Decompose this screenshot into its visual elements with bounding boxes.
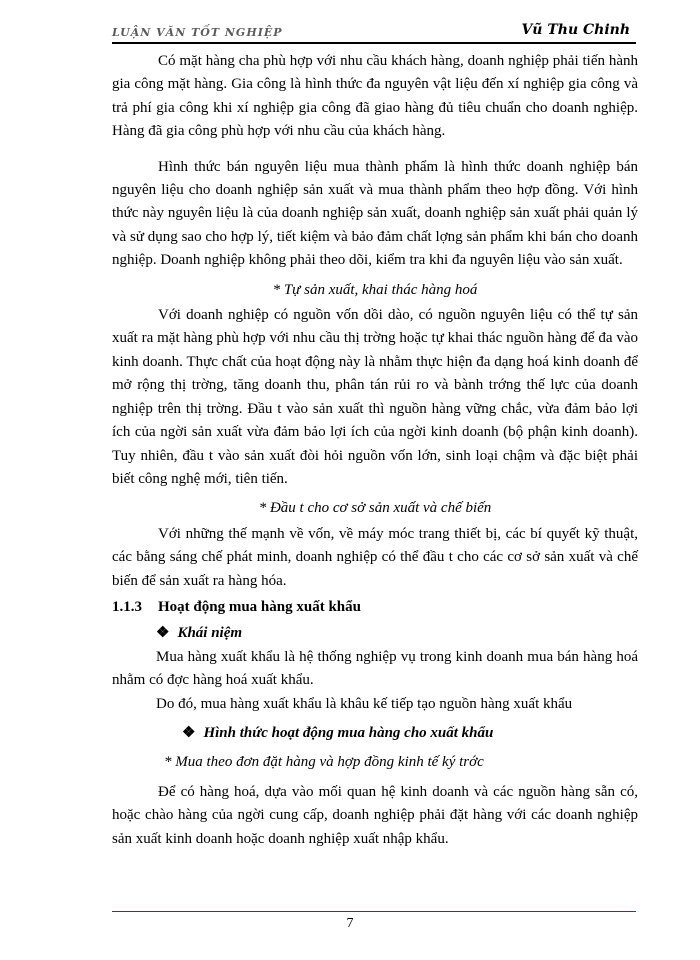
bullet-concept — [156, 622, 638, 645]
paragraph-definition: Mua hàng xuất khẩu là hệ thống nghiệp vụ trong kinh doanh mua bán hàng hoá nhằm có đợc hàng hoá xuất khẩu. — [112, 648, 638, 689]
section-heading — [112, 596, 638, 619]
paragraph-invest-production: Với những thế mạnh về vốn, về máy móc trang thiết bị, các bí quyết kỹ thuật, các bằng sáng chế phát minh, doanh nghiệp có thể đầu t cho các cơ sở sản xuất và chế biến để sản xuất ra hàng hóa. — [112, 525, 638, 589]
paragraph-self-production: Với doanh nghiệp có nguồn vốn dồi dào, có nguồn nguyên liệu có thể tự sản xuất ra mặt hàng phù hợp với nhu cầu thị trờng hoặc tự khai thác nguồn hàng để đa vào kinh doanh. Thực chất của hoạt động này là nhằm thực hiện đa dạng hoá kinh doanh để mở rộng thị trờng, tăng doanh thu, phân tán rủi ro và bành trớng thế lực của doanh nghiệp trên thị trờng. Đầu t vào sản xuất thì nguồn hàng vững chắc, vừa đảm bảo lợi ích của ngời sản xuất vừa đảm bảo lợi ích của ngời kinh doanh (bộ phận kinh doanh). Tuy nhiên, đầu t vào sản xuất đòi hỏi nguồn vốn lớn, sinh loại chậm và đặc biệt phải biết công nghệ mới, tiên tiến. — [112, 307, 638, 487]
header-thesis-title: LUẬN VĂN TỐT NGHIỆP — [112, 26, 283, 39]
page-body — [112, 50, 638, 851]
header-rule — [112, 42, 636, 44]
paragraph-therefore: Do đó, mua hàng xuất khẩu là khâu kế tiếp tạo nguồn hàng xuất khẩu — [156, 695, 573, 712]
page-number: 7 — [346, 916, 354, 931]
subheading-invest-production: * Đầu t cho cơ sở sản xuất và chế biến — [258, 500, 492, 517]
section-title: Hoạt động mua hàng xuất khẩu — [158, 598, 361, 615]
bullet-forms-label: Hình thức hoạt động mua hàng cho xuất khẩu — [203, 724, 494, 741]
header-author-name: Vũ Thu Chinh — [521, 22, 630, 38]
bullet-concept-label: Khái niệm — [177, 625, 243, 642]
subheading-self-production: * Tự sản xuất, khai thác hàng hoá — [272, 281, 478, 298]
diamond-bullet-icon: ❖ — [156, 625, 170, 642]
paragraph-sell-materials: Hình thức bán nguyên liệu mua thành phẩm là hình thức doanh nghiệp bán nguyên liệu cho doanh nghiệp sản xuất và mua thành phẩm theo hợp đồng. Với hình thức này nguyên liệu là của doanh nghiệp sản xuất, doanh nghiệp sản xuất phải quản lý và sử dụng sao cho hợp lý, tiết kiệm và bảo đảm chất lợng sản phẩm khi bán cho doanh nghiệp. Doanh nghiệp không phải theo dõi, kiểm tra khi đa nguyên liệu vào sản xuất. — [112, 158, 638, 269]
subheading-order-purchase: * Mua theo đơn đặt hàng và hợp đồng kinh tế ký trớc — [164, 754, 484, 771]
footer-rule — [112, 911, 636, 912]
diamond-bullet-icon: ❖ — [182, 724, 196, 741]
paragraph-processing: Có mặt hàng cha phù hợp với nhu cầu khách hàng, doanh nghiệp phải tiến hành gia công mặt hàng. Gia công là hình thức đa nguyên vật liệu đến xí nghiệp gia công và trả phí gia công khi xí nghiệp gia công đã giao hàng đủ tiêu chuẩn cho doanh nghiệp. Hàng đã gia công phù hợp với nhu cầu của khách hàng. — [112, 53, 638, 140]
bullet-forms — [182, 722, 638, 745]
paragraph-order-purchase: Để có hàng hoá, dựa vào mối quan hệ kinh doanh và các nguồn hàng sẵn có, hoặc chào hàng của ngời cung cấp, doanh nghiệp phải đặt hàng với các doanh nghiệp sản xuất kinh doanh hoặc doanh nghiệp xuất nhập khẩu. — [112, 783, 638, 847]
section-number: 1.1.3 — [112, 598, 142, 615]
